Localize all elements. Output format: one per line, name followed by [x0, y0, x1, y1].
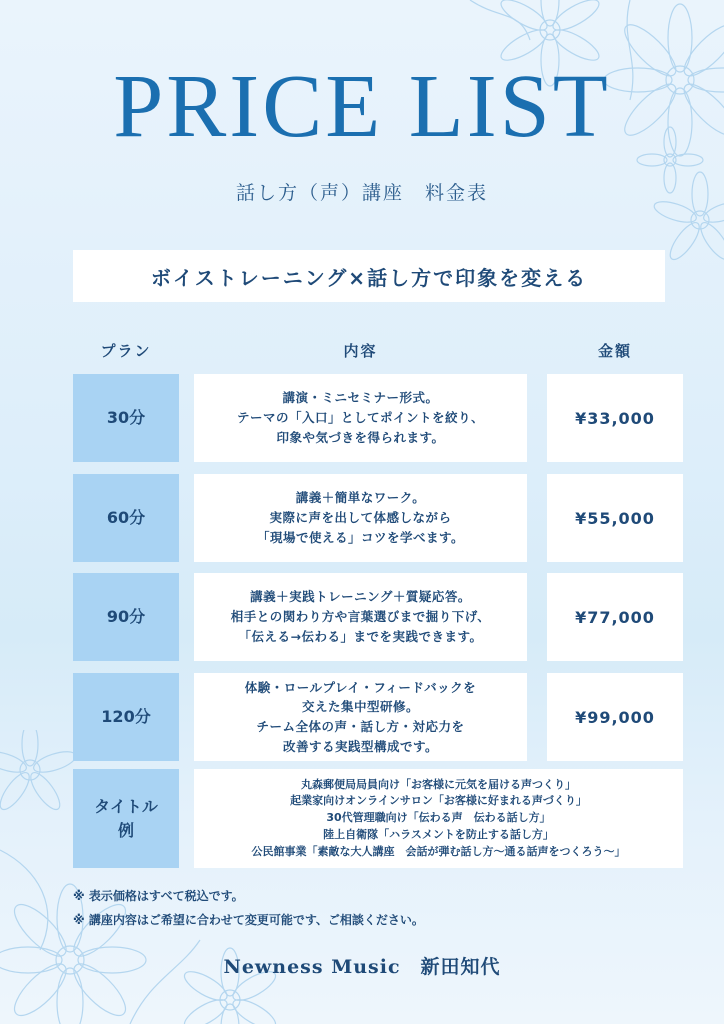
label-line: タイトル — [94, 796, 158, 816]
description-line: 実際に声を出して体感しながら — [269, 510, 452, 526]
description-cell — [194, 573, 527, 661]
column-header-plan: プラン — [100, 342, 152, 360]
price-row-90min — [73, 573, 683, 661]
title-examples-row — [73, 769, 683, 868]
description-line: 講義＋実践トレーニング＋質疑応答。 — [250, 589, 471, 605]
page-title: PRICE LIST — [113, 57, 611, 156]
example-item: 公民館事業「素敵な大人講座 会話が弾む話し方～通る話声をつくろう～」 — [251, 844, 626, 858]
note-tax: ※ 表示価格はすべて税込です。 — [73, 889, 244, 903]
price-cell: ¥33,000 — [547, 374, 683, 462]
footer-credit: Newness Music 新田知代 — [223, 956, 501, 978]
description-cell — [194, 474, 527, 562]
description-line: 印象や気づきを得られます。 — [276, 429, 445, 445]
note-customizable: ※ 講座内容はご希望に合わせて変更可能です、ご相談ください。 — [73, 913, 424, 927]
description-line: 「現場で使える」コツを学べます。 — [256, 529, 464, 545]
column-header-price: 金額 — [597, 342, 632, 360]
page-subtitle: 話し方（声）講座 料金表 — [235, 182, 488, 204]
price-cell: ¥99,000 — [547, 673, 683, 761]
plan-cell: 120分 — [73, 673, 179, 761]
description-line: 講演・ミニセミナー形式。 — [282, 390, 439, 406]
plan-cell: 60分 — [73, 474, 179, 562]
notes — [73, 884, 424, 932]
plan-cell: 30分 — [73, 374, 179, 462]
description-line: チーム全体の声・話し方・対応力を — [256, 719, 465, 734]
description-line: 体験・ロールプレイ・フィードバックを — [244, 679, 477, 695]
description-line: テーマの「入口」としてポイントを絞り、 — [236, 410, 484, 426]
price-row-60min — [73, 474, 683, 562]
example-item: 30代管理職向け「伝わる声 伝わる話し方」 — [326, 811, 551, 825]
description-cell — [194, 673, 527, 761]
price-cell: ¥55,000 — [547, 474, 683, 562]
tagline-banner: ボイストレーニング×話し方で印象を変える — [73, 250, 665, 302]
price-row-30min — [73, 374, 683, 462]
example-item: 陸上自衛隊「ハラスメントを防止する話し方」 — [323, 827, 554, 841]
price-row-120min — [73, 673, 683, 761]
example-item: 起業家向けオンラインサロン「お客様に好まれる声づくり」 — [290, 794, 587, 808]
column-header-content: 内容 — [343, 342, 378, 360]
description-line: 「伝える→伝わる」までを実践できます。 — [238, 628, 483, 644]
description-cell — [194, 374, 527, 462]
price-cell: ¥77,000 — [547, 573, 683, 661]
label-line: 例 — [117, 820, 134, 840]
description-line: 講義＋簡単なワーク。 — [295, 490, 426, 506]
example-item: 丸森郵便局局員向け「お客様に元気を届ける声つくり」 — [301, 777, 576, 791]
description-line: 相手との関わり方や言葉選びまで掘り下げ、 — [230, 609, 491, 625]
title-examples-label — [73, 769, 179, 868]
title-examples-list — [194, 769, 683, 868]
description-line: 交えた集中型研修。 — [301, 699, 419, 715]
plan-cell: 90分 — [73, 573, 179, 661]
description-line: 改善する実践型構成です。 — [282, 738, 438, 754]
